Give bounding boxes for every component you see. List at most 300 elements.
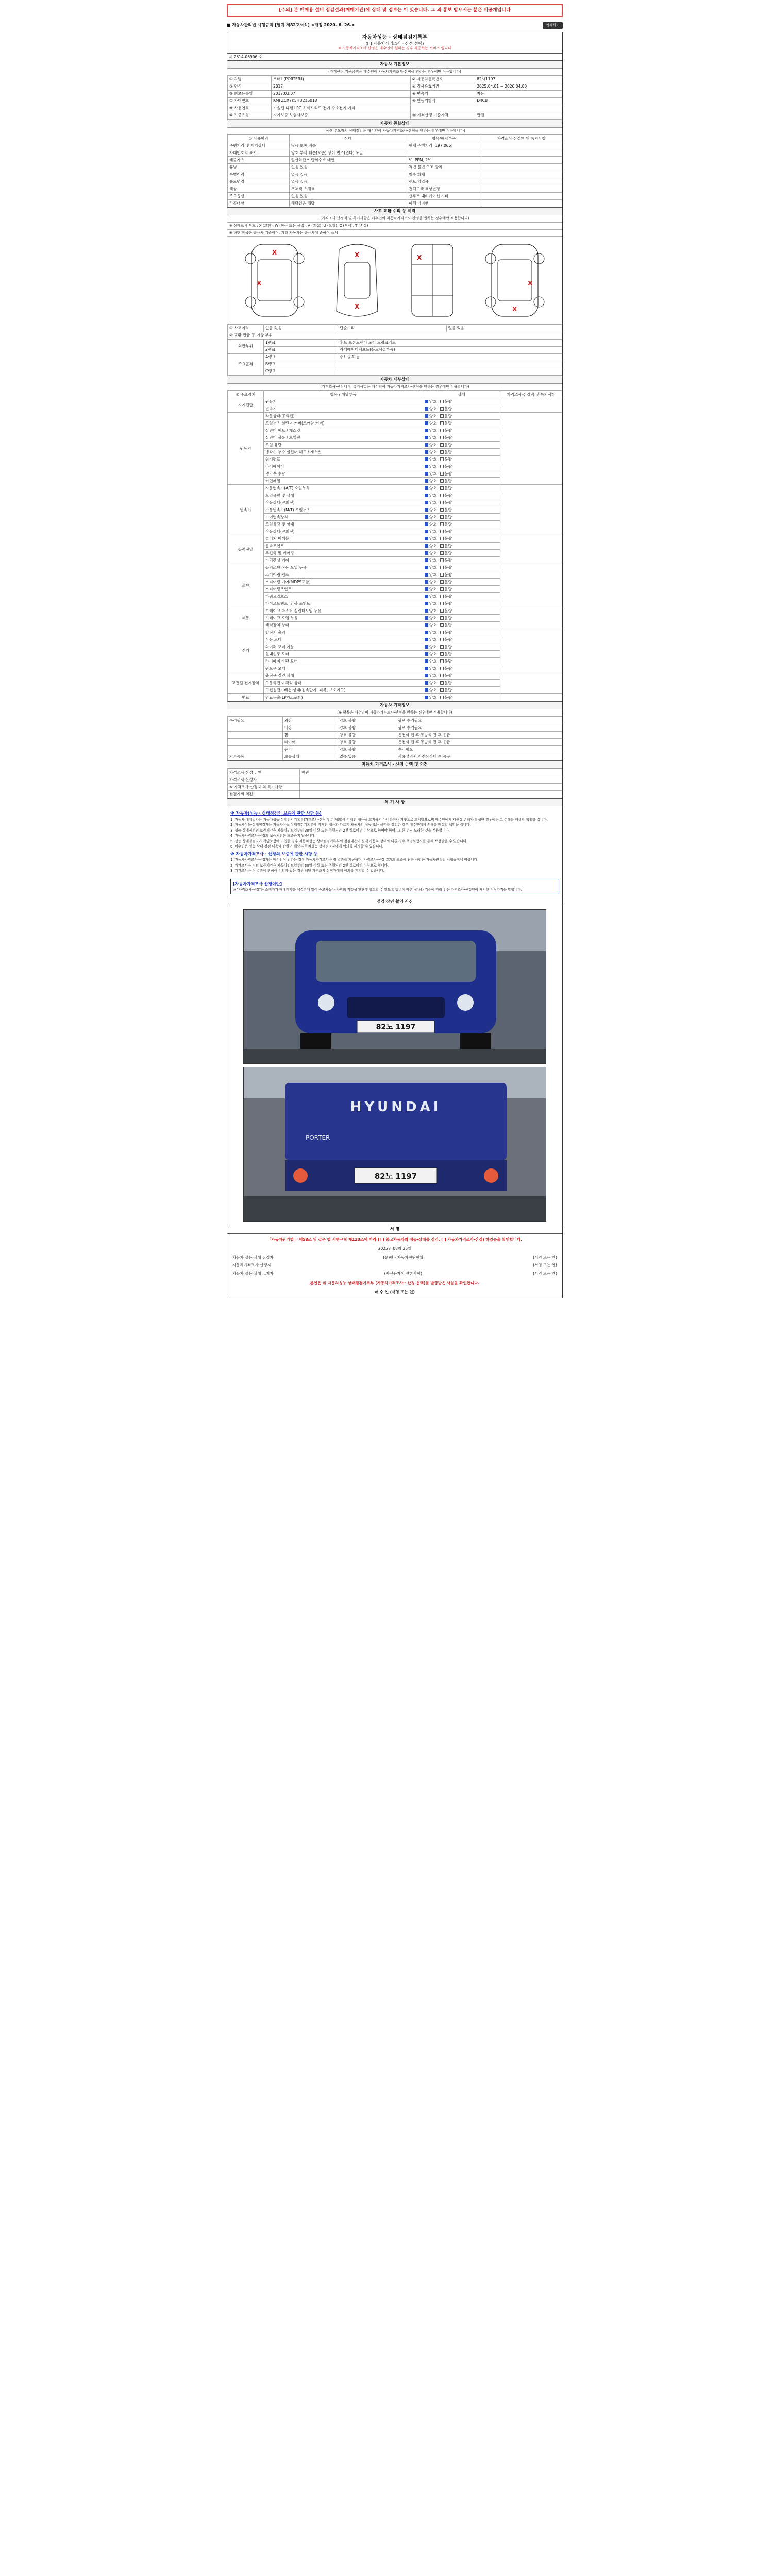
frame-rank-c: C랭크 bbox=[264, 368, 338, 375]
state-option[interactable] bbox=[440, 544, 452, 548]
etc-cell: 외장 bbox=[282, 717, 338, 724]
check-icon bbox=[425, 515, 428, 519]
status-cell: 전체도색 색상변경 bbox=[407, 185, 481, 193]
etc-cell: 보유상태 bbox=[282, 753, 338, 760]
frame-rank-b-parts bbox=[338, 361, 562, 368]
check-icon bbox=[425, 522, 428, 526]
state-option[interactable] bbox=[440, 681, 452, 685]
signer-3-name: (자신문자이 관한사항) bbox=[384, 1270, 423, 1276]
detail-item: 작동상태(공회전) bbox=[264, 528, 423, 535]
state-option[interactable] bbox=[440, 529, 452, 534]
state-option[interactable] bbox=[440, 479, 452, 483]
state-label: 불량 bbox=[444, 659, 452, 664]
detail-row bbox=[228, 694, 562, 701]
detail-item: 윈도우 모터 bbox=[264, 665, 423, 672]
state-option[interactable] bbox=[425, 399, 437, 404]
state-option[interactable] bbox=[440, 601, 452, 606]
check-icon bbox=[425, 638, 428, 641]
etc-cell: 사용설명서 안전삼각대 잭 공구 bbox=[396, 753, 562, 760]
state-option[interactable] bbox=[425, 493, 437, 498]
basic-label: ⑪ 가격산정 기준가격 bbox=[410, 112, 475, 119]
sign-closing: 본인은 위 자동차성능·상태점검기록부 (자동차가격조사 · 산정 선택)를 발급받은 사실을 확인합니다. bbox=[310, 1281, 480, 1286]
etc-cell: 양호 불량 bbox=[338, 739, 396, 746]
etc-cell bbox=[228, 739, 283, 746]
etc-cell: 운전석 전 후 동승석 전 후 응급 bbox=[396, 739, 562, 746]
check-icon bbox=[425, 436, 428, 439]
detail-group: 제동 bbox=[228, 607, 264, 629]
rear-photo bbox=[243, 1067, 546, 1222]
status-cell: %, PPM, 2% bbox=[407, 157, 481, 164]
etc-cell: 수리필요 bbox=[228, 717, 283, 724]
check-icon bbox=[440, 681, 444, 685]
state-option[interactable] bbox=[425, 630, 437, 635]
svg-text:HYUNDAI: HYUNDAI bbox=[350, 1099, 442, 1115]
signer-2-role: 자동차가격조사·산정자 bbox=[232, 1263, 271, 1268]
etc-cell: 휠 bbox=[282, 732, 338, 739]
status-row bbox=[228, 164, 562, 171]
detail-item: 라디에이터 팬 모터 bbox=[264, 658, 423, 665]
detail-price-cell bbox=[500, 694, 562, 701]
etc-cell: 운전석 전 후 동승석 전 후 응급 bbox=[396, 732, 562, 739]
detail-item: 원동기 bbox=[264, 398, 423, 405]
status-cell: 없음 있음 bbox=[289, 193, 407, 200]
check-icon bbox=[440, 494, 444, 497]
status-row bbox=[228, 157, 562, 164]
state-option[interactable] bbox=[425, 652, 437, 656]
check-icon bbox=[425, 558, 428, 562]
state-option[interactable] bbox=[440, 587, 452, 591]
check-icon bbox=[440, 674, 444, 677]
special-label-b: 점검자의 의견 bbox=[228, 791, 300, 798]
status-cell: 선루프 내비게이션 기타 bbox=[407, 193, 481, 200]
doc-title: 자동차성능 · 상태점검기록부 bbox=[362, 35, 428, 41]
check-icon bbox=[425, 472, 428, 476]
sign-row-2 bbox=[232, 1263, 557, 1267]
detail-group: 변속기 bbox=[228, 485, 264, 535]
check-icon bbox=[440, 616, 444, 620]
detail-group: 원동기 bbox=[228, 413, 264, 485]
check-icon bbox=[440, 436, 444, 439]
car-frame-diagram bbox=[401, 239, 463, 321]
detail-row bbox=[228, 535, 562, 543]
state-option[interactable] bbox=[425, 645, 437, 649]
price-info-text: ※ "가격조사·산정"은 소비자가 매매계약을 체결함에 있어 중고자동차 가격의 적정성 판단에 참고할 수 있도록 법령에 따른 절차와 기준에 따라 전문 가격조사·산정인이 제시한 적정가격을 말합니다. bbox=[233, 887, 522, 892]
check-icon bbox=[440, 566, 444, 569]
check-icon bbox=[425, 544, 428, 548]
state-option[interactable] bbox=[440, 493, 452, 498]
outer-rank-1: 1랭크 bbox=[264, 339, 338, 346]
state-option[interactable] bbox=[440, 464, 452, 469]
state-option[interactable] bbox=[425, 486, 437, 490]
detail-state bbox=[423, 687, 500, 694]
state-option[interactable] bbox=[440, 558, 452, 563]
basic-value: KMFZCX7K5HU216018 bbox=[271, 97, 410, 105]
etc-cell: 내장 bbox=[282, 724, 338, 732]
outer-panel-label: 외판부위 bbox=[228, 339, 264, 353]
state-option[interactable] bbox=[440, 608, 452, 613]
detail-item: 라디에이터 bbox=[264, 463, 423, 470]
state-option[interactable] bbox=[440, 399, 452, 404]
frame-rank-c-parts bbox=[338, 368, 562, 375]
detail-item: 자동변속기(A/T) 오일누유 bbox=[264, 485, 423, 492]
state-option[interactable] bbox=[440, 565, 452, 570]
state-option[interactable] bbox=[440, 645, 452, 649]
state-option[interactable] bbox=[440, 630, 452, 635]
check-icon bbox=[425, 659, 428, 663]
check-icon bbox=[425, 414, 428, 418]
state-label: 양호 bbox=[429, 479, 437, 484]
state-option[interactable] bbox=[425, 659, 437, 664]
basic-label: ⑦ 차대번호 bbox=[228, 97, 272, 105]
state-option[interactable] bbox=[425, 529, 437, 534]
state-option[interactable] bbox=[440, 666, 452, 671]
detail-state bbox=[423, 557, 500, 564]
special-label-a: ※ 가격조사·산정자 외 특기사항 bbox=[228, 784, 300, 791]
mark-x-3: X bbox=[355, 251, 360, 259]
state-label: 양호 bbox=[429, 551, 437, 556]
basic-row bbox=[228, 90, 562, 97]
detail-item: 기어변속장치 bbox=[264, 514, 423, 521]
state-label: 불량 bbox=[444, 486, 452, 491]
state-option[interactable] bbox=[425, 443, 437, 447]
detail-item: 냉각수 누수 실린더 헤드 / 개스킷 bbox=[264, 449, 423, 456]
check-icon bbox=[440, 522, 444, 526]
status-cell bbox=[481, 193, 562, 200]
detail-state bbox=[423, 499, 500, 506]
status-cell: 없음 있음 bbox=[289, 164, 407, 171]
state-option[interactable] bbox=[425, 666, 437, 671]
doc-note: ※ 자동차가격조사·산정은 매수인이 원하는 경우 제공하는 서비스 입니다 bbox=[338, 46, 451, 50]
state-label: 양호 bbox=[429, 645, 437, 650]
signer-3-sign[interactable]: (서명 또는 인) bbox=[533, 1270, 557, 1276]
detail-state bbox=[423, 586, 500, 593]
detail-state bbox=[423, 643, 500, 651]
basic-label: ⑨ 사용연료 bbox=[228, 105, 272, 112]
signer-2-sign[interactable]: (서명 또는 인) bbox=[533, 1263, 557, 1268]
state-label: 불량 bbox=[444, 630, 452, 635]
state-option[interactable] bbox=[440, 572, 452, 577]
state-option[interactable] bbox=[425, 544, 437, 548]
state-option[interactable] bbox=[425, 623, 437, 628]
check-icon bbox=[440, 631, 444, 634]
signer-1-sign[interactable]: (서명 또는 인) bbox=[533, 1255, 557, 1260]
detail-price-cell bbox=[500, 485, 562, 535]
state-label: 양호 bbox=[429, 507, 437, 513]
notes-heading-2: ※ 자동차가격조사 · 산정의 보증에 관한 사항 등 bbox=[230, 851, 318, 856]
state-option[interactable] bbox=[425, 608, 437, 613]
state-option[interactable] bbox=[440, 421, 452, 426]
basic-info-head: 자동차 기본정보 bbox=[227, 61, 562, 69]
basic-value: 82사1197 bbox=[475, 76, 562, 83]
detail-item: 타이로드엔드 및 볼 조인트 bbox=[264, 600, 423, 607]
state-option[interactable] bbox=[425, 673, 437, 678]
status-row bbox=[228, 193, 562, 200]
rear-plate: 82노 1197 bbox=[374, 1172, 417, 1181]
check-icon bbox=[425, 674, 428, 677]
state-option[interactable] bbox=[425, 565, 437, 570]
state-label: 불량 bbox=[444, 594, 452, 599]
state-option[interactable] bbox=[425, 507, 437, 512]
state-label: 양호 bbox=[429, 616, 437, 621]
state-option[interactable] bbox=[425, 572, 437, 577]
check-icon bbox=[425, 609, 428, 613]
state-option[interactable] bbox=[425, 558, 437, 563]
etc-cell: 광택 수리필요 bbox=[396, 717, 562, 724]
buyer-sign[interactable]: 매 수 인 (서명 또는 인) bbox=[375, 1290, 415, 1295]
detail-price-cell bbox=[500, 672, 562, 694]
status-cell bbox=[481, 171, 562, 178]
detail-state bbox=[423, 629, 500, 636]
state-option[interactable] bbox=[440, 414, 452, 418]
check-icon bbox=[425, 652, 428, 656]
check-icon bbox=[440, 479, 444, 483]
state-option[interactable] bbox=[440, 450, 452, 454]
state-label: 불량 bbox=[444, 544, 452, 549]
state-option[interactable] bbox=[440, 695, 452, 700]
state-option[interactable] bbox=[425, 450, 437, 454]
check-icon bbox=[440, 544, 444, 548]
status-col-header: 상태 bbox=[289, 135, 407, 142]
state-option[interactable] bbox=[425, 479, 437, 483]
state-label: 불량 bbox=[444, 601, 452, 606]
detail-item: 작동상태(공회전) bbox=[264, 413, 423, 420]
detail-state bbox=[423, 607, 500, 615]
state-option[interactable] bbox=[440, 457, 452, 462]
check-icon bbox=[440, 638, 444, 641]
status-cell bbox=[481, 185, 562, 193]
check-icon bbox=[425, 681, 428, 685]
state-option[interactable] bbox=[425, 464, 437, 469]
state-label: 양호 bbox=[429, 580, 437, 585]
check-icon bbox=[440, 414, 444, 418]
accident-table bbox=[227, 325, 562, 376]
state-option[interactable] bbox=[425, 580, 437, 584]
state-option[interactable] bbox=[440, 406, 452, 411]
status-cell: 현재 주행거리 [197,066] bbox=[407, 142, 481, 149]
detail-state bbox=[423, 456, 500, 463]
accident-row-label: ① 사고이력 bbox=[228, 325, 264, 332]
detail-state bbox=[423, 694, 500, 701]
state-option[interactable] bbox=[425, 471, 437, 476]
detail-table bbox=[227, 391, 562, 701]
basic-info-table bbox=[227, 76, 562, 120]
detail-col-header: 가격조사·산정액 및 특기사항 bbox=[500, 391, 562, 398]
basic-row bbox=[228, 76, 562, 83]
state-option[interactable] bbox=[425, 587, 437, 591]
check-icon bbox=[425, 580, 428, 584]
state-option[interactable] bbox=[425, 457, 437, 462]
state-label: 양호 bbox=[429, 515, 437, 520]
state-option[interactable] bbox=[440, 551, 452, 555]
detail-state bbox=[423, 492, 500, 499]
frame-rank-a-parts: 주요골격 등 bbox=[338, 353, 562, 361]
state-option[interactable] bbox=[425, 688, 437, 692]
status-item: 배출가스 bbox=[228, 157, 290, 164]
status-row bbox=[228, 149, 562, 157]
doc-subtitle: ([ ] 자동차가격조사 · 산정 선택) bbox=[365, 41, 424, 46]
state-option[interactable] bbox=[440, 659, 452, 664]
state-label: 불량 bbox=[444, 695, 452, 700]
signer-1-name: (유)한국자동차진단현황 bbox=[383, 1255, 424, 1260]
etc-row bbox=[228, 724, 562, 732]
sign-intro: 「자동차관리법」 제58조 및 같은 법 시행규칙 제120조에 따라 ([ ] 중고자동차의 성능·상태를 점검, [ ] 자동차가격조사·산정) 하였음을 확인합니다. bbox=[267, 1237, 523, 1242]
check-icon bbox=[440, 407, 444, 411]
detail-state bbox=[423, 535, 500, 543]
state-label: 양호 bbox=[429, 558, 437, 563]
state-label: 불량 bbox=[444, 399, 452, 404]
basic-label: ③ 연식 bbox=[228, 83, 272, 90]
check-icon bbox=[425, 566, 428, 569]
state-option[interactable] bbox=[425, 616, 437, 620]
detail-state bbox=[423, 427, 500, 434]
check-icon bbox=[440, 659, 444, 663]
state-option[interactable] bbox=[440, 428, 452, 433]
status-item: 색상 bbox=[228, 185, 290, 193]
outer-rank-1-parts: 후드 프론트펜더 도어 트렁크리드 bbox=[338, 339, 562, 346]
doc-number: 제 2614-06906 호 bbox=[229, 54, 262, 59]
state-option[interactable] bbox=[440, 616, 452, 620]
detail-state bbox=[423, 528, 500, 535]
detail-item: 와이퍼 모터 기능 bbox=[264, 643, 423, 651]
note-paragraph: 1. 자동차가격조사·산정자는 매수인이 원하는 경우 자동차가격조사·산정 결과를 제공하며, 가격조사·산정 결과의 보증에 관한 사항은 자동차관리법 시행규칙에 따릅니다. bbox=[230, 858, 479, 862]
state-label: 양호 bbox=[429, 608, 437, 614]
state-option[interactable] bbox=[425, 500, 437, 505]
state-option[interactable] bbox=[440, 673, 452, 678]
accident-section bbox=[227, 207, 562, 375]
frame-rank-a: A랭크 bbox=[264, 353, 338, 361]
check-icon bbox=[425, 551, 428, 555]
check-icon bbox=[440, 667, 444, 670]
state-option[interactable] bbox=[425, 594, 437, 599]
state-option[interactable] bbox=[440, 443, 452, 447]
note-paragraph: 4. 자동차가격조사·산정의 보증기간은 보증하지 않습니다. bbox=[230, 834, 316, 838]
state-option[interactable] bbox=[425, 637, 437, 642]
detail-row bbox=[228, 485, 562, 492]
detail-state bbox=[423, 485, 500, 492]
check-icon bbox=[425, 421, 428, 425]
state-option[interactable] bbox=[440, 435, 452, 440]
state-label: 양호 bbox=[429, 414, 437, 419]
state-option[interactable] bbox=[425, 601, 437, 606]
state-label: 양호 bbox=[429, 601, 437, 606]
state-label: 양호 bbox=[429, 471, 437, 477]
detail-state bbox=[423, 600, 500, 607]
state-label: 양호 bbox=[429, 536, 437, 541]
etc-cell: 수리필요 bbox=[396, 746, 562, 753]
check-icon bbox=[440, 602, 444, 605]
check-icon bbox=[440, 573, 444, 577]
state-option[interactable] bbox=[440, 522, 452, 527]
detail-item: 실내송풍 모터 bbox=[264, 651, 423, 658]
status-head: 자동차 종합상태 bbox=[227, 120, 562, 128]
state-option[interactable] bbox=[440, 500, 452, 505]
state-option[interactable] bbox=[440, 594, 452, 599]
basic-label bbox=[410, 105, 475, 112]
detail-item: 연료누출(LP가스포함) bbox=[264, 694, 423, 701]
special-val-a bbox=[300, 784, 562, 791]
state-option[interactable] bbox=[425, 414, 437, 418]
signer-3-role: 자동차 성능·상태 고지자 bbox=[232, 1270, 274, 1276]
state-label: 양호 bbox=[429, 529, 437, 534]
detail-price-cell bbox=[500, 629, 562, 672]
state-label: 불량 bbox=[444, 479, 452, 484]
state-label: 불량 bbox=[444, 464, 452, 469]
check-icon bbox=[425, 457, 428, 461]
state-option[interactable] bbox=[425, 406, 437, 411]
detail-item: 발전기 출력 bbox=[264, 629, 423, 636]
opinion-val-1: 만원 bbox=[300, 769, 562, 776]
state-option[interactable] bbox=[440, 688, 452, 692]
basic-value: 가솔린 디젤 LPG 하이브리드 전기 수소전기 기타 bbox=[271, 105, 410, 112]
detail-item: 동력조향 작동 오일 누유 bbox=[264, 564, 423, 571]
opinion-label-1: 가격조사·산정 금액 bbox=[228, 769, 300, 776]
etc-cell: 양호 불량 bbox=[338, 717, 396, 724]
state-option[interactable] bbox=[440, 652, 452, 656]
state-label: 불량 bbox=[444, 471, 452, 477]
state-option[interactable] bbox=[425, 536, 437, 541]
check-icon bbox=[440, 537, 444, 540]
state-option[interactable] bbox=[440, 580, 452, 584]
state-option[interactable] bbox=[440, 515, 452, 519]
detail-item: 오일유량 및 상태 bbox=[264, 492, 423, 499]
basic-value: 2025.04.01 ~ 2026.04.00 bbox=[475, 83, 562, 90]
status-cell bbox=[481, 164, 562, 171]
state-option[interactable] bbox=[425, 435, 437, 440]
state-option[interactable] bbox=[425, 515, 437, 519]
detail-state bbox=[423, 442, 500, 449]
state-option[interactable] bbox=[425, 522, 437, 527]
state-option[interactable] bbox=[425, 428, 437, 433]
state-option[interactable] bbox=[440, 471, 452, 476]
detail-item: 스티어링 기어(MDPS포함) bbox=[264, 579, 423, 586]
state-option[interactable] bbox=[425, 551, 437, 555]
detail-item: 충전구 절연 상태 bbox=[264, 672, 423, 680]
state-option[interactable] bbox=[425, 421, 437, 426]
status-table bbox=[227, 134, 562, 207]
state-label: 불량 bbox=[444, 565, 452, 570]
check-icon bbox=[425, 508, 428, 512]
status-item: 특별이력 bbox=[228, 171, 290, 178]
note-paragraph: 2. 자동차성능·상태점검자는 자동차성능·상태점검기록부에 기재된 내용과 다르게 자동차의 성능 또는 상태를 점검한 경우 매수인에게 손해를 배상할 책임을 집니다. bbox=[230, 823, 471, 827]
state-label: 불량 bbox=[444, 681, 452, 686]
detail-state bbox=[423, 434, 500, 442]
detail-item: 파워고압호스 bbox=[264, 593, 423, 600]
accident-row-val-2: 없음 있음 bbox=[446, 325, 562, 332]
detail-row bbox=[228, 398, 562, 405]
state-option[interactable] bbox=[440, 623, 452, 628]
car-top-diagram bbox=[326, 239, 388, 321]
check-icon bbox=[440, 595, 444, 598]
basic-value: 만원 bbox=[475, 112, 562, 119]
state-option[interactable] bbox=[440, 536, 452, 541]
state-option[interactable] bbox=[440, 637, 452, 642]
notes-heading-1: ※ 자동차(성능 · 상태점검의 보증에 관한 사항 등) bbox=[230, 811, 322, 816]
state-option[interactable] bbox=[425, 681, 437, 685]
accident-note: (가격조사·산정액 및 특기사항은 매수인이 자동차가격조사·산정을 원하는 경우에만 적용합니다) bbox=[227, 215, 562, 223]
opinion-section bbox=[227, 760, 562, 798]
status-item: 용도변경 bbox=[228, 178, 290, 185]
detail-state bbox=[423, 615, 500, 622]
status-cell: 적법 불법 구조 장치 bbox=[407, 164, 481, 171]
detail-item: 구동축전지 격리 상태 bbox=[264, 680, 423, 687]
top-bar bbox=[227, 20, 563, 30]
state-label: 양호 bbox=[429, 464, 437, 469]
state-option[interactable] bbox=[440, 486, 452, 490]
state-option[interactable] bbox=[425, 695, 437, 700]
state-option[interactable] bbox=[440, 507, 452, 512]
print-button[interactable]: 인쇄하기 bbox=[543, 22, 563, 29]
state-label: 불량 bbox=[444, 688, 452, 693]
